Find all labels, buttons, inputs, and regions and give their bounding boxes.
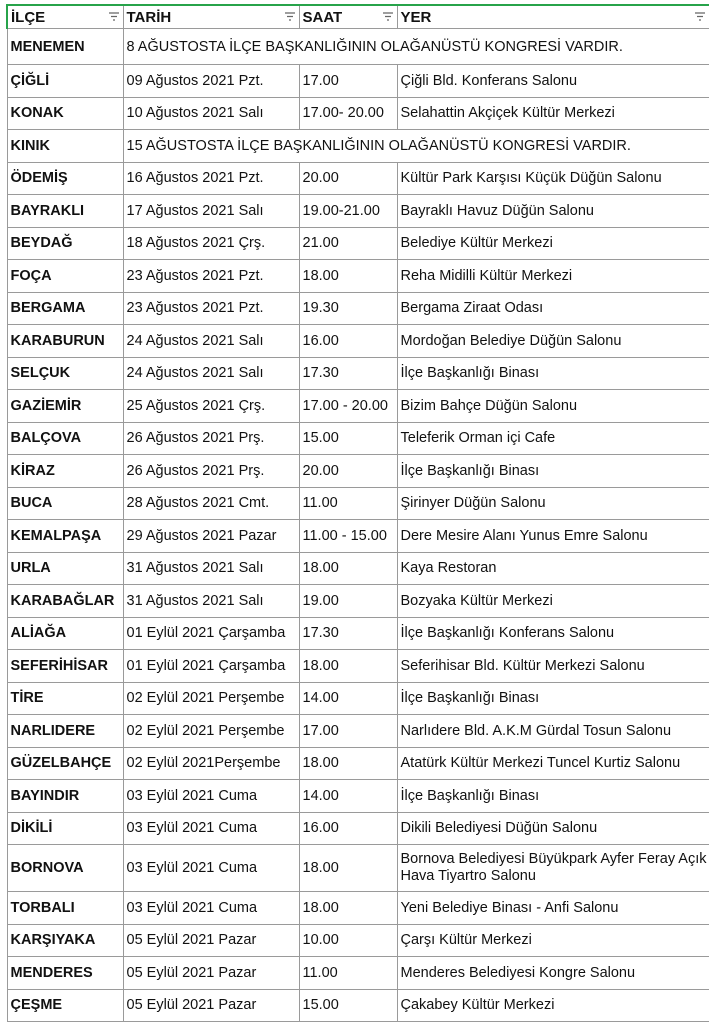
cell-tarih[interactable]: 05 Eylül 2021 Pazar [123, 989, 299, 1022]
cell-saat[interactable]: 18.00 [299, 552, 397, 585]
table-row [7, 162, 709, 195]
cell-tarih[interactable]: 26 Ağustos 2021 Prş. [123, 455, 299, 488]
cell-saat[interactable]: 10.00 [299, 924, 397, 957]
table-body [7, 29, 709, 1022]
table-row [7, 97, 709, 130]
table-row [7, 747, 709, 780]
cell-yer[interactable]: Mordoğan Belediye Düğün Salonu [397, 325, 709, 358]
cell-ilce[interactable]: MENDERES [7, 957, 123, 990]
cell-tarih[interactable]: 23 Ağustos 2021 Pzt. [123, 292, 299, 325]
cell-ilce[interactable]: FOÇA [7, 260, 123, 293]
cell-yer[interactable]: İlçe Başkanlığı Binası [397, 780, 709, 813]
table-row [7, 585, 709, 618]
cell-yer[interactable]: Belediye Kültür Merkezi [397, 227, 709, 260]
cell-ilce[interactable]: DİKİLİ [7, 812, 123, 845]
cell-ilce[interactable]: BEYDAĞ [7, 227, 123, 260]
cell-tarih[interactable]: 03 Eylül 2021 Cuma [123, 892, 299, 925]
table-row [7, 325, 709, 358]
cell-tarih[interactable]: 02 Eylül 2021Perşembe [123, 747, 299, 780]
cell-tarih[interactable]: 18 Ağustos 2021 Çrş. [123, 227, 299, 260]
cell-ilce[interactable]: ÖDEMİŞ [7, 162, 123, 195]
cell-ilce[interactable]: TİRE [7, 682, 123, 715]
cell-saat[interactable]: 18.00 [299, 650, 397, 683]
table-row [7, 650, 709, 683]
cell-ilce[interactable]: KEMALPAŞA [7, 520, 123, 553]
cell-saat[interactable]: 19.30 [299, 292, 397, 325]
cell-yer[interactable]: İlçe Başkanlığı Konferans Salonu [397, 617, 709, 650]
filter-icon[interactable] [695, 12, 705, 21]
cell-saat[interactable]: 15.00 [299, 422, 397, 455]
cell-yer[interactable]: Kültür Park Karşısı Küçük Düğün Salonu [397, 162, 709, 195]
cell-tarih[interactable]: 25 Ağustos 2021 Çrş. [123, 390, 299, 423]
cell-saat[interactable]: 19.00-21.00 [299, 195, 397, 228]
cell-ilce[interactable]: TORBALI [7, 892, 123, 925]
cell-saat[interactable]: 16.00 [299, 812, 397, 845]
cell-ilce[interactable]: ALİAĞA [7, 617, 123, 650]
cell-saat[interactable]: 17.30 [299, 357, 397, 390]
cell-ilce[interactable]: NARLIDERE [7, 715, 123, 748]
cell-saat[interactable]: 17.00 [299, 715, 397, 748]
table-row [7, 780, 709, 813]
table-row [7, 715, 709, 748]
table-row [7, 682, 709, 715]
cell-saat[interactable]: 11.00 [299, 487, 397, 520]
cell-ilce[interactable]: BAYINDIR [7, 780, 123, 813]
cell-ilce[interactable]: KİRAZ [7, 455, 123, 488]
cell-saat[interactable]: 14.00 [299, 780, 397, 813]
cell-saat[interactable]: 17.00- 20.00 [299, 97, 397, 130]
cell-ilce[interactable]: KARABURUN [7, 325, 123, 358]
cell-tarih[interactable]: 03 Eylül 2021 Cuma [123, 845, 299, 892]
cell-saat[interactable]: 15.00 [299, 989, 397, 1022]
cell-ilce[interactable]: MENEMEN [7, 29, 123, 65]
cell-yer[interactable]: Bornova Belediyesi Büyükpark Ayfer Feray Açık Hava Tiyartro Salonu [397, 845, 709, 892]
cell-ilce[interactable]: KONAK [7, 97, 123, 130]
cell-tarih[interactable]: 24 Ağustos 2021 Salı [123, 357, 299, 390]
cell-note[interactable]: 8 AĞUSTOSTA İLÇE BAŞKANLIĞININ OLAĞANÜSTÜ KONGRESİ VARDIR. [123, 29, 709, 65]
cell-yer[interactable]: İlçe Başkanlığı Binası [397, 682, 709, 715]
table-row [7, 227, 709, 260]
cell-yer[interactable]: Şirinyer Düğün Salonu [397, 487, 709, 520]
filter-icon[interactable] [285, 12, 295, 21]
table-row [7, 487, 709, 520]
cell-tarih[interactable]: 31 Ağustos 2021 Salı [123, 585, 299, 618]
cell-yer[interactable]: Dikili Belediyesi Düğün Salonu [397, 812, 709, 845]
cell-ilce[interactable]: BERGAMA [7, 292, 123, 325]
table-row [7, 845, 709, 892]
cell-yer[interactable]: Çiğli Bld. Konferans Salonu [397, 65, 709, 98]
cell-yer[interactable]: Bayraklı Havuz Düğün Salonu [397, 195, 709, 228]
table-row [7, 130, 709, 163]
table-row [7, 195, 709, 228]
schedule-table [6, 4, 709, 1022]
cell-saat[interactable]: 16.00 [299, 325, 397, 358]
cell-saat[interactable]: 11.00 - 15.00 [299, 520, 397, 553]
cell-tarih[interactable]: 16 Ağustos 2021 Pzt. [123, 162, 299, 195]
table-row [7, 357, 709, 390]
cell-tarih[interactable]: 26 Ağustos 2021 Prş. [123, 422, 299, 455]
cell-saat[interactable]: 18.00 [299, 845, 397, 892]
table-row [7, 989, 709, 1022]
table-row [7, 390, 709, 423]
table-row [7, 260, 709, 293]
table-row [7, 957, 709, 990]
table-row [7, 924, 709, 957]
cell-ilce[interactable]: SELÇUK [7, 357, 123, 390]
cell-tarih[interactable]: 02 Eylül 2021 Perşembe [123, 715, 299, 748]
cell-saat[interactable]: 17.00 [299, 65, 397, 98]
cell-tarih[interactable]: 24 Ağustos 2021 Salı [123, 325, 299, 358]
header-tarih[interactable]: TARİH [123, 5, 299, 29]
table-row [7, 892, 709, 925]
table-row [7, 65, 709, 98]
cell-yer[interactable]: Bizim Bahçe Düğün Salonu [397, 390, 709, 423]
table-row [7, 455, 709, 488]
cell-tarih[interactable]: 03 Eylül 2021 Cuma [123, 780, 299, 813]
header-ilce[interactable]: İLÇE [7, 5, 123, 29]
cell-ilce[interactable]: KARABAĞLAR [7, 585, 123, 618]
cell-ilce[interactable]: SEFERİHİSAR [7, 650, 123, 683]
cell-tarih[interactable]: 02 Eylül 2021 Perşembe [123, 682, 299, 715]
cell-ilce[interactable]: GAZİEMİR [7, 390, 123, 423]
cell-tarih[interactable]: 01 Eylül 2021 Çarşamba [123, 617, 299, 650]
cell-tarih[interactable]: 29 Ağustos 2021 Pazar [123, 520, 299, 553]
cell-tarih[interactable]: 09 Ağustos 2021 Pzt. [123, 65, 299, 98]
cell-yer[interactable]: Bergama Ziraat Odası [397, 292, 709, 325]
cell-ilce[interactable]: KINIK [7, 130, 123, 163]
cell-yer[interactable]: Seferihisar Bld. Kültür Merkezi Salonu [397, 650, 709, 683]
cell-yer[interactable]: Selahattin Akçiçek Kültür Merkezi [397, 97, 709, 130]
cell-tarih[interactable]: 28 Ağustos 2021 Cmt. [123, 487, 299, 520]
cell-yer[interactable]: Çakabey Kültür Merkezi [397, 989, 709, 1022]
table-row [7, 29, 709, 65]
cell-note[interactable]: 15 AĞUSTOSTA İLÇE BAŞKANLIĞININ OLAĞANÜSTÜ KONGRESİ VARDIR. [123, 130, 709, 163]
cell-ilce[interactable]: ÇEŞME [7, 989, 123, 1022]
cell-yer[interactable]: Kaya Restoran [397, 552, 709, 585]
cell-yer[interactable]: Yeni Belediye Binası - Anfi Salonu [397, 892, 709, 925]
cell-tarih[interactable]: 03 Eylül 2021 Cuma [123, 812, 299, 845]
cell-ilce[interactable]: ÇİĞLİ [7, 65, 123, 98]
cell-yer[interactable]: İlçe Başkanlığı Binası [397, 357, 709, 390]
cell-ilce[interactable]: URLA [7, 552, 123, 585]
cell-saat[interactable]: 18.00 [299, 892, 397, 925]
table-row [7, 520, 709, 553]
cell-saat[interactable]: 18.00 [299, 260, 397, 293]
cell-ilce[interactable]: BALÇOVA [7, 422, 123, 455]
table-row [7, 292, 709, 325]
cell-ilce[interactable]: GÜZELBAHÇE [7, 747, 123, 780]
cell-saat[interactable]: 18.00 [299, 747, 397, 780]
cell-saat[interactable]: 20.00 [299, 455, 397, 488]
cell-yer[interactable]: Menderes Belediyesi Kongre Salonu [397, 957, 709, 990]
cell-yer[interactable]: Dere Mesire Alanı Yunus Emre Salonu [397, 520, 709, 553]
cell-ilce[interactable]: BORNOVA [7, 845, 123, 892]
cell-saat[interactable]: 19.00 [299, 585, 397, 618]
cell-tarih[interactable]: 05 Eylül 2021 Pazar [123, 957, 299, 990]
header-saat[interactable]: SAAT [299, 5, 397, 29]
cell-ilce[interactable]: BAYRAKLI [7, 195, 123, 228]
cell-tarih[interactable]: 01 Eylül 2021 Çarşamba [123, 650, 299, 683]
table-row [7, 617, 709, 650]
cell-yer[interactable]: İlçe Başkanlığı Binası [397, 455, 709, 488]
cell-yer[interactable]: Atatürk Kültür Merkezi Tuncel Kurtiz Salonu [397, 747, 709, 780]
cell-tarih[interactable]: 31 Ağustos 2021 Salı [123, 552, 299, 585]
cell-yer[interactable]: Çarşı Kültür Merkezi [397, 924, 709, 957]
cell-yer[interactable]: Reha Midilli Kültür Merkezi [397, 260, 709, 293]
cell-tarih[interactable]: 10 Ağustos 2021 Salı [123, 97, 299, 130]
table-row [7, 552, 709, 585]
filter-icon[interactable] [383, 12, 393, 21]
cell-saat[interactable]: 11.00 [299, 957, 397, 990]
cell-ilce[interactable]: BUCA [7, 487, 123, 520]
cell-ilce[interactable]: KARŞIYAKA [7, 924, 123, 957]
cell-saat[interactable]: 20.00 [299, 162, 397, 195]
cell-yer[interactable]: Teleferik Orman içi Cafe [397, 422, 709, 455]
table-row [7, 812, 709, 845]
filter-icon[interactable] [109, 12, 119, 21]
table-row [7, 422, 709, 455]
cell-tarih[interactable]: 05 Eylül 2021 Pazar [123, 924, 299, 957]
cell-yer[interactable]: Bozyaka Kültür Merkezi [397, 585, 709, 618]
cell-tarih[interactable]: 17 Ağustos 2021 Salı [123, 195, 299, 228]
table-header [7, 5, 709, 29]
cell-tarih[interactable]: 23 Ağustos 2021 Pzt. [123, 260, 299, 293]
cell-saat[interactable]: 14.00 [299, 682, 397, 715]
header-yer[interactable]: YER [397, 5, 709, 29]
cell-yer[interactable]: Narlıdere Bld. A.K.M Gürdal Tosun Salonu [397, 715, 709, 748]
cell-saat[interactable]: 17.30 [299, 617, 397, 650]
cell-saat[interactable]: 17.00 - 20.00 [299, 390, 397, 423]
cell-saat[interactable]: 21.00 [299, 227, 397, 260]
